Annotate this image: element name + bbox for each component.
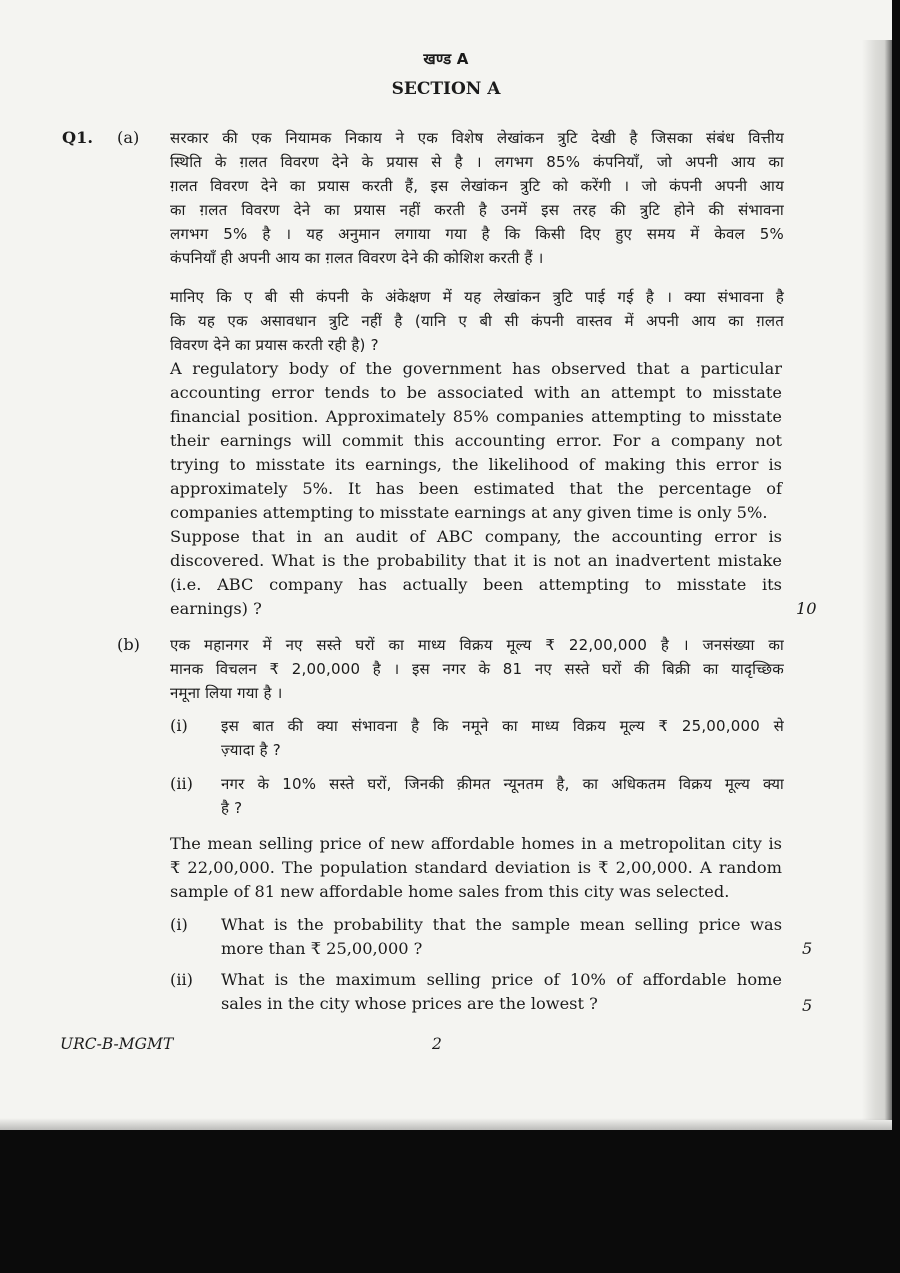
text-line: Suppose that in an audit of ABC company, the accounting error is bbox=[170, 527, 782, 546]
text-line: कि यह एक असावधान त्रुटि नहीं है (यानि ए बी सी कंपनी वास्तव में अपनी आय का ग़लत bbox=[170, 312, 784, 330]
text-line: approximately 5%. It has been estimated that the percentage of bbox=[170, 479, 782, 498]
text-line: का ग़लत विवरण देने का प्रयास नहीं करती है उनमें इस तरह की त्रुटि होने की संभावना bbox=[170, 201, 784, 219]
part-a-hindi-paragraph-2 bbox=[170, 285, 784, 357]
part-b-english-subpart-ii bbox=[221, 968, 782, 1016]
text-line: sales in the city whose prices are the lowest ? bbox=[221, 994, 598, 1013]
part-b-english-subpart-i-label: (i) bbox=[170, 915, 188, 934]
text-line: विवरण देने का प्रयास करती रही है) ? bbox=[170, 336, 379, 354]
text-line: accounting error tends to be associated with an attempt to misstate bbox=[170, 383, 782, 402]
part-b-hindi-paragraph bbox=[170, 633, 784, 705]
text-line: companies attempting to misstate earnings at any given time is only 5%. bbox=[170, 503, 768, 522]
text-line: एक महानगर में नए सस्ते घरों का माध्य विक्रय मूल्य ₹ 22,00,000 है । जनसंख्या का bbox=[170, 636, 784, 654]
text-line: सरकार की एक नियामक निकाय ने एक विशेष लेखांकन त्रुटि देखी है जिसका संबंध वित्तीय bbox=[170, 129, 784, 147]
part-b-hindi-subpart-i bbox=[221, 714, 784, 762]
part-a-marks: 10 bbox=[796, 599, 817, 618]
part-b-english-paragraph bbox=[170, 832, 782, 904]
text-line: The mean selling price of new affordable homes in a metropolitan city is bbox=[170, 834, 782, 853]
part-b-label: (b) bbox=[117, 635, 140, 654]
text-line: (i.e. ABC company has actually been attempting to misstate its bbox=[170, 575, 782, 594]
footer-paper-code: URC-B-MGMT bbox=[60, 1035, 174, 1053]
text-line: A regulatory body of the government has observed that a particular bbox=[170, 359, 782, 378]
text-line: इस बात की क्या संभावना है कि नमूने का माध्य विक्रय मूल्य ₹ 25,00,000 से bbox=[221, 717, 784, 735]
text-line: trying to misstate its earnings, the likelihood of making this error is bbox=[170, 455, 782, 474]
footer-page-number: 2 bbox=[432, 1035, 442, 1053]
text-line: मानक विचलन ₹ 2,00,000 है । इस नगर के 81 नए सस्ते घरों की बिक्री का यादृच्छिक bbox=[170, 660, 784, 678]
part-b-hindi-subpart-ii-label: (ii) bbox=[170, 774, 193, 793]
text-line: स्थिति के ग़लत विवरण देने के प्रयास से है । लगभग 85% कंपनियाँ, जो अपनी आय का bbox=[170, 153, 784, 171]
text-line: कंपनियाँ ही अपनी आय का ग़लत विवरण देने की कोशिश करती हैं । bbox=[170, 249, 544, 267]
text-line: their earnings will commit this accounting error. For a company not bbox=[170, 431, 782, 450]
question-number: Q1. bbox=[62, 128, 93, 147]
text-line: discovered. What is the probability that it is not an inadvertent mistake bbox=[170, 551, 782, 570]
section-heading-hindi: खण्ड A bbox=[423, 50, 469, 68]
part-a-label: (a) bbox=[117, 128, 140, 147]
text-line: more than ₹ 25,00,000 ? bbox=[221, 939, 423, 958]
part-b-hindi-subpart-ii bbox=[221, 772, 784, 820]
text-line: है ? bbox=[221, 799, 243, 817]
part-a-hindi-paragraph-1 bbox=[170, 126, 784, 270]
part-b-subpart-ii-marks: 5 bbox=[802, 996, 813, 1015]
part-b-hindi-subpart-i-label: (i) bbox=[170, 716, 188, 735]
page-bottom-shadow bbox=[0, 1118, 892, 1130]
text-line: नमूना लिया गया है । bbox=[170, 684, 283, 702]
text-line: sample of 81 new affordable home sales from this city was selected. bbox=[170, 882, 730, 901]
part-b-subpart-i-marks: 5 bbox=[802, 939, 813, 958]
torn-page-edge bbox=[862, 40, 892, 1120]
part-a-english-paragraph-1 bbox=[170, 357, 782, 525]
text-line: ₹ 22,00,000. The population standard deviation is ₹ 2,00,000. A random bbox=[170, 858, 782, 877]
part-a-english-paragraph-2 bbox=[170, 525, 782, 621]
text-line: ज़्यादा है ? bbox=[221, 741, 281, 759]
text-line: नगर के 10% सस्ते घरों, जिनकी क़ीमत न्यूनतम है, का अधिकतम विक्रय मूल्य क्या bbox=[221, 775, 784, 793]
text-line: मानिए कि ए बी सी कंपनी के अंकेक्षण में यह लेखांकन त्रुटि पाई गई है । क्या संभावना है bbox=[170, 288, 784, 306]
text-line: earnings) ? bbox=[170, 599, 262, 618]
text-line: What is the probability that the sample mean selling price was bbox=[221, 915, 782, 934]
text-line: ग़लत विवरण देने का प्रयास करती हैं, इस लेखांकन त्रुटि को करेंगी । जो कंपनी अपनी आय bbox=[170, 177, 784, 195]
part-b-english-subpart-ii-label: (ii) bbox=[170, 970, 193, 989]
text-line: लगभग 5% है । यह अनुमान लगाया गया है कि किसी दिए हुए समय में केवल 5% bbox=[170, 225, 784, 243]
part-b-english-subpart-i bbox=[221, 913, 782, 961]
text-line: financial position. Approximately 85% companies attempting to misstate bbox=[170, 407, 782, 426]
text-line: What is the maximum selling price of 10% of affordable home bbox=[221, 970, 782, 989]
section-heading-english: SECTION A bbox=[391, 79, 501, 99]
